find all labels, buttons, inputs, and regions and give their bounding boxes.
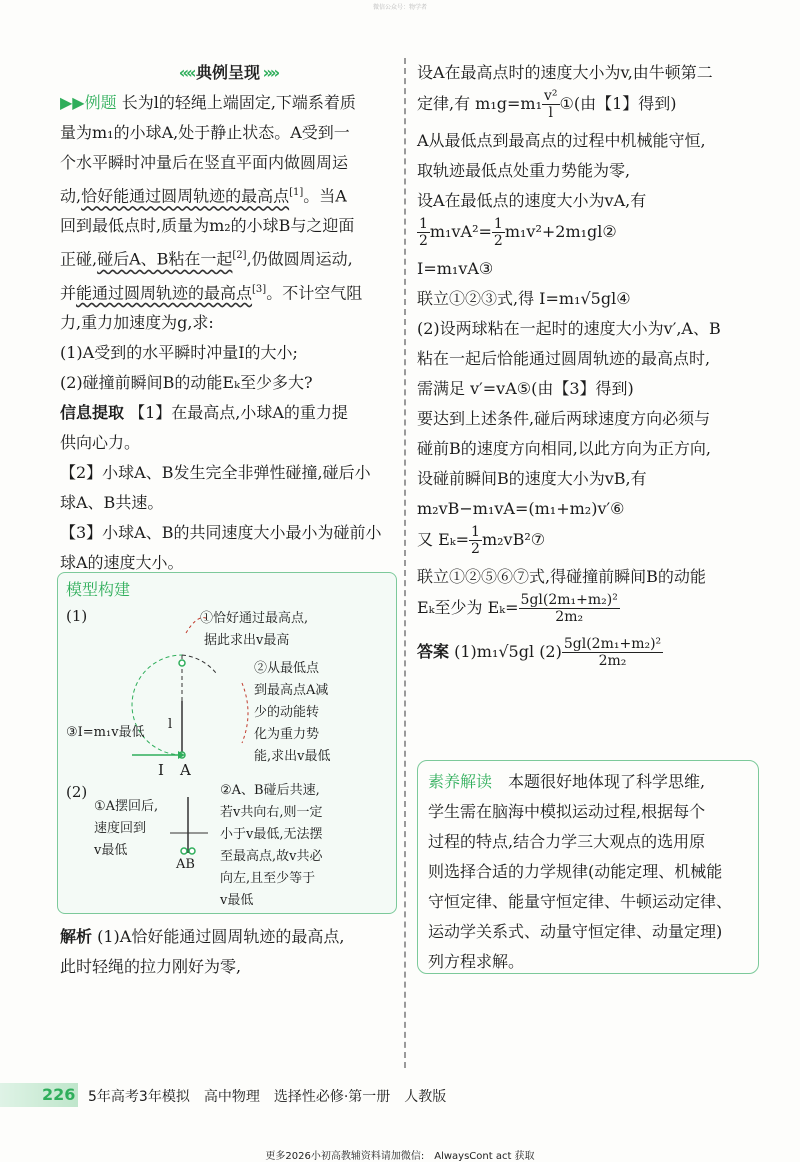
model-title: 模型构建	[66, 580, 131, 599]
question-1: (1)A受到的水平瞬时冲量I的大小;	[60, 342, 298, 362]
top-watermark: 微信公众号：物学者	[372, 4, 427, 11]
sol-line-12: 要达到上述条件,碰后两球速度方向必须与	[417, 409, 711, 428]
example-line-1: ▶▶例题 长为l的轻绳上端固定,下端系着质	[60, 93, 356, 112]
right-chevrons-icon: »»	[260, 63, 278, 82]
example-block	[60, 88, 395, 578]
example-line-8: 力,重力加速度为g,求:	[60, 312, 214, 332]
half-1: $\frac{1}{2}$	[419, 216, 428, 249]
example-line-5: 回到最低点时,质量为m₂的小球B与之迎面	[60, 216, 355, 236]
note-1a: ①恰好通过最高点,	[200, 611, 309, 626]
sol-line-10: 粘在一起后恰能通过圆周轨迹的最高点时,	[417, 349, 711, 368]
sol-line-3: A从最低点到最高点的过程中机械能守恒,	[417, 131, 706, 150]
question-2: (2)碰撞前瞬间B的动能Eₖ至少多大?	[60, 372, 313, 392]
note-5f: v最低	[220, 893, 254, 908]
key-phrase-1: 恰好能通过圆周轨迹的最高点	[81, 186, 290, 206]
v2-over-l: $\frac{\text{v²}}{l}$	[544, 88, 558, 121]
example-line-6: 正碰,碰后A、B粘在一起[2],仍做圆周运动,	[60, 249, 353, 269]
note-1b: 据此求出v最高	[204, 633, 290, 648]
sol-line-7: I=m₁vA③	[417, 259, 494, 278]
example-line-4: 动,恰好能通过圆周轨迹的最高点[1]。当A	[60, 186, 347, 206]
sol-line-8: 联立①②③式,得 I=m₁√5gl④	[417, 289, 631, 308]
left-chevrons-icon: ««	[178, 63, 196, 82]
note-5e: 向左,且至少等于	[220, 871, 316, 886]
note-4a: ①A摆回后,	[94, 799, 159, 814]
sol-line-6: $\frac{1}{2}$ m₁vA²= $\frac{1}{2}$ m₁v²+2m₁gl②	[419, 216, 617, 249]
side-arrow	[242, 683, 248, 743]
ek-fraction: $\frac{\text{5gl(2m₁+m₂)²}}{\text{2m₂}}$	[520, 592, 618, 625]
analysis-line-2: 此时轻绳的拉力刚好为零,	[60, 957, 242, 976]
column-divider	[404, 58, 406, 1068]
ref-1: [1]	[289, 187, 304, 198]
info-line-5: 【3】小球A、B的共同速度大小最小为碰前小	[60, 522, 382, 542]
example-line-3: 个水平瞬时冲量后在竖直平面内做圆周运	[60, 153, 349, 172]
note-5c: 小于v最低,无法摆	[220, 827, 323, 842]
arrow-icon: ▶▶	[60, 93, 85, 112]
info-line-6: 球A的速度大小。	[60, 552, 184, 572]
example-tag: 例题	[84, 93, 117, 112]
note-2a: ②从最低点	[254, 661, 320, 676]
literacy-box	[417, 760, 759, 974]
literacy-label: 素养解读	[428, 772, 493, 791]
note-2b: 到最高点A减	[254, 683, 329, 698]
sol-line-18: Eₖ至少为 Eₖ= $\frac{\text{5gl(2m₁+m₂)²}}{\text{2m₂}}$	[417, 592, 618, 625]
sol-line-4: 取轨迹最低点处重力势能为零,	[417, 161, 631, 180]
answer-fraction: $\frac{\text{5gl(2m₁+m₂)²}}{\text{2m₂}}$	[563, 636, 662, 669]
note-2d: 化为重力势	[254, 727, 320, 742]
key-phrase-2: 碰后A、B粘在一起	[97, 249, 233, 269]
sol-line-15: m₂vB−m₁vA=(m₁+m₂)v′⑥	[417, 499, 625, 518]
analysis-label: 解析	[60, 927, 93, 946]
half-3: $\frac{1}{2}$	[471, 524, 480, 557]
note-3: ③I=m₁v最低	[66, 725, 145, 740]
answer-label: 答案	[417, 642, 450, 661]
info-line-2: 供向心力。	[60, 432, 141, 452]
label-A: A	[180, 761, 191, 779]
sol-line-11: 需满足 v′=vA⑤(由【3】得到)	[417, 379, 634, 398]
sol-line-5: 设A在最低点的速度大小为vA,有	[417, 191, 647, 210]
label-AB: AB	[176, 857, 195, 872]
sol-line-14: 设碰前瞬间B的速度大小为vB,有	[417, 469, 647, 488]
part-2-label: (2)	[66, 783, 88, 801]
part-1-label: (1)	[66, 607, 88, 625]
note-5d: 至最高点,故v共必	[220, 849, 323, 864]
info-label: 信息提取	[60, 402, 125, 422]
sol-line-17: 联立①②⑤⑥⑦式,得碰撞前瞬间B的动能	[417, 567, 706, 586]
info-line-3: 【2】小球A、B发生完全非弹性碰撞,碰后小	[60, 462, 371, 482]
info-line-1: 信息提取 【1】在最高点,小球A的重力提	[60, 402, 348, 422]
note-5a: ②A、B碰后共速,	[220, 783, 320, 798]
sol-line-13: 碰前B的速度方向相同,以此方向为正方向,	[417, 439, 711, 458]
example-line-7: 并能通过圆周轨迹的最高点[3]。不计空气阻	[60, 282, 363, 302]
section-title	[158, 60, 298, 83]
note-5b: 若v共向右,则一定	[220, 805, 323, 820]
note-4b: 速度回到	[94, 821, 147, 836]
ref-2: [2]	[232, 250, 247, 262]
info-line-4: 球A、B共速。	[60, 492, 164, 512]
note-2c: 少的动能转	[254, 705, 320, 720]
page-number: 226	[42, 1085, 76, 1104]
ref-3: [3]	[252, 283, 267, 295]
section-title-text: 典例呈现	[195, 63, 260, 82]
sol-line-1: 设A在最高点时的速度大小为v,由牛顿第二	[417, 63, 713, 82]
literacy-text: 素养解读 本题很好地体现了科学思维, 学生需在脑海中模拟运动过程,根据每个 过程的特点,结合力学三大观点的选用原 则选择合适的力学规律(动能定理、机械能 守恒定律、能量守恒定律、牛顿运动定律、 运动学关系式、动量守恒定律、动量定理) 列方程求解。	[428, 772, 733, 971]
example-line-2: 量为m₁的小球A,处于静止状态。A受到一	[60, 123, 350, 142]
answer-line: 答案 (1)m₁√5gl (2) $\frac{\text{5gl(2m₁+m₂)²}}{\text{2m₂}}$	[417, 636, 662, 669]
key-phrase-3: 能通过圆周轨迹的最高点	[76, 282, 253, 302]
footer-bar	[0, 1083, 800, 1109]
note-4c: v最低	[94, 843, 128, 858]
ball-top	[179, 660, 185, 666]
sol-line-16: 又 Eₖ= $\frac{1}{2}$ m₂vB²⑦	[417, 524, 546, 557]
model-box	[57, 572, 397, 914]
label-l: l	[168, 717, 173, 732]
note-2e: 能,求出v最低	[254, 749, 331, 764]
half-2: $\frac{1}{2}$	[493, 216, 503, 249]
solution-block	[417, 58, 757, 680]
sol-line-9: (2)设两球粘在一起时的速度大小为v′,A、B	[417, 319, 721, 338]
book-title: 5年高考3年模拟 高中物理 选择性必修·第一册 人教版	[88, 1089, 447, 1105]
circle-arc-right	[182, 655, 216, 673]
analysis-block	[60, 922, 395, 982]
sol-line-2: 定律,有 m₁g=m₁ $\frac{\text{v²}}{l}$ ①(由【1】得到)	[417, 88, 677, 121]
bottom-note: 更多2026小初高教辅资料请加微信: AlwaysCont act 获取	[265, 1151, 535, 1162]
analysis-line-1: 解析 (1)A恰好能通过圆周轨迹的最高点,	[60, 927, 345, 946]
label-I: I	[158, 761, 164, 779]
